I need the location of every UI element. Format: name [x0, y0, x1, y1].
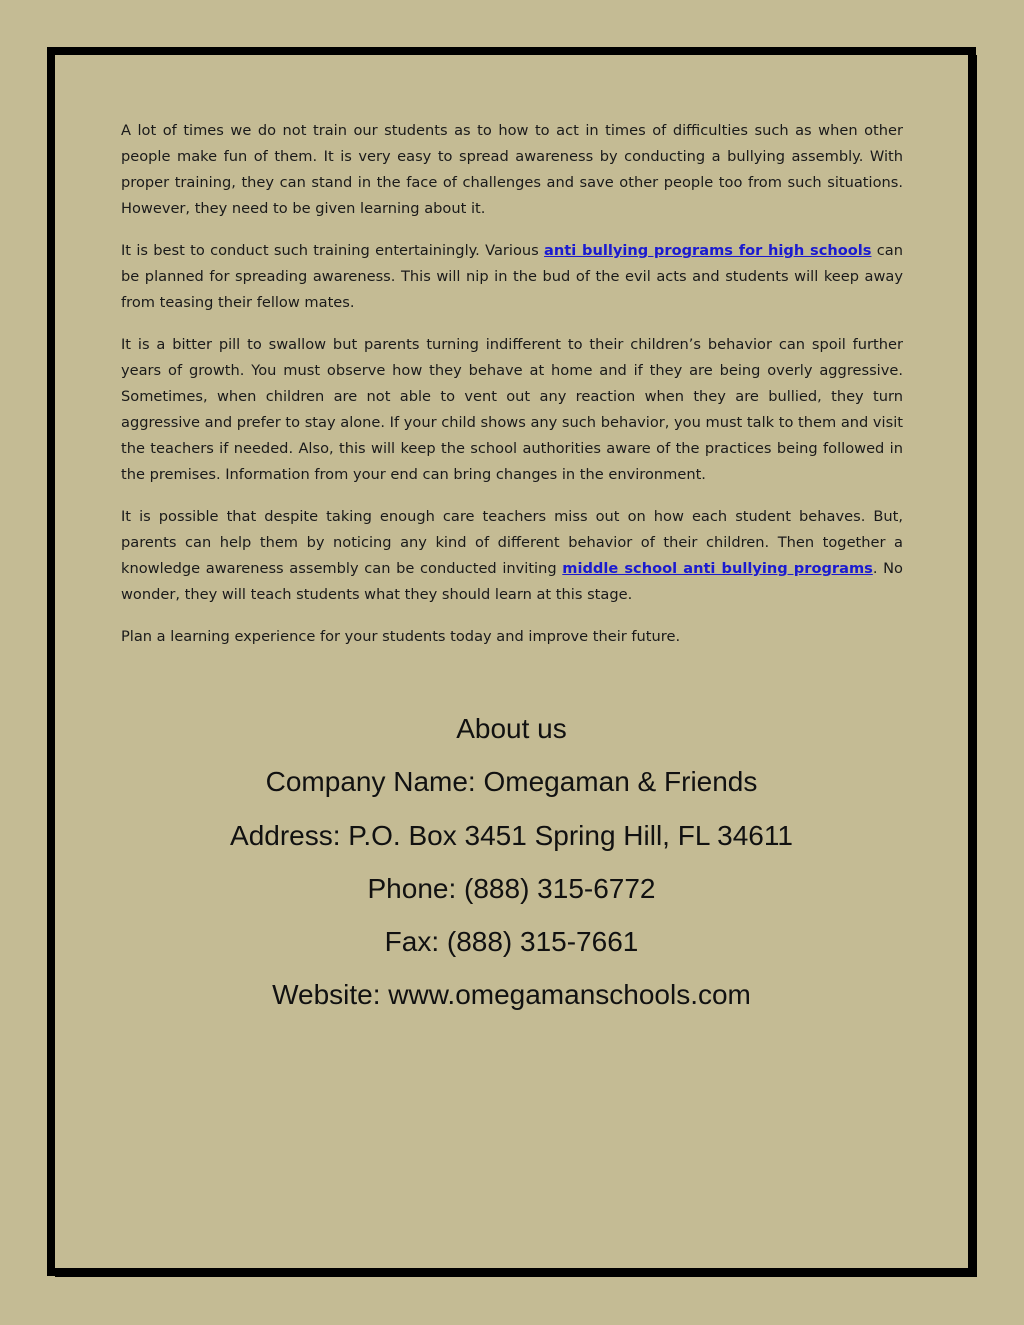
paragraph-4-text-end: . No wonder, they will teach students what they should learn at this stage. — [121, 560, 903, 603]
anti-bullying-high-schools-link[interactable]: anti bullying programs for high schools — [544, 242, 872, 259]
paragraph-2 — [121, 238, 903, 316]
middle-school-anti-bullying-link[interactable]: middle school anti bullying programs — [562, 560, 873, 577]
paragraph-1: A lot of times we do not train our students as to how to act in times of difficulties such as when other people make fun of them. It is very easy to spread awareness by conducting a bullying assembly. With proper training, they can stand in the face of challenges and save other people too from such situations. However, they need to be given learning about it. — [121, 122, 903, 217]
article-body — [121, 118, 903, 666]
paragraph-4-text-start: It is possible that despite taking enough care teachers miss out on how each student behaves. But, parents can help them by noticing any kind of different behavior of their children. Then together a knowledge awareness assembly can be conducted inviting — [121, 508, 903, 577]
paragraph-3: It is a bitter pill to swallow but parents turning indifferent to their children’s behavior can spoil further years of growth. You must observe how they behave at home and if they are being overly aggressive. Sometimes, when children are not able to vent out any reaction when they are bullied, they turn aggressive and prefer to stay alone. If your child shows any such behavior, you must talk to them and visit the teachers if needed. Also, this will keep the school authorities aware of the practices being followed in the premises. Information from your end can bring changes in the environment. — [121, 336, 903, 483]
about-us-heading: About us — [456, 713, 567, 744]
paragraph-4 — [121, 504, 903, 608]
paragraph-5: Plan a learning experience for your students today and improve their future. — [121, 628, 681, 645]
phone: Phone: (888) 315-6772 — [367, 872, 656, 904]
paragraph-2-text-start: It is best to conduct such training entertainingly. Various — [121, 242, 545, 259]
paragraph-2-text-end: can be planned for spreading awareness. This will nip in the bud of the evil acts and students will keep away from teasing their fellow mates. — [121, 242, 903, 311]
fax: Fax: (888) 315-7661 — [384, 926, 639, 958]
about-us-section — [47, 702, 976, 1022]
company-name: Company Name: Omegaman & Friends — [265, 766, 758, 798]
address: Address: P.O. Box 3451 Spring Hill, FL 34611 — [230, 819, 793, 851]
website: Website: www.omegamanschools.com — [272, 979, 751, 1011]
